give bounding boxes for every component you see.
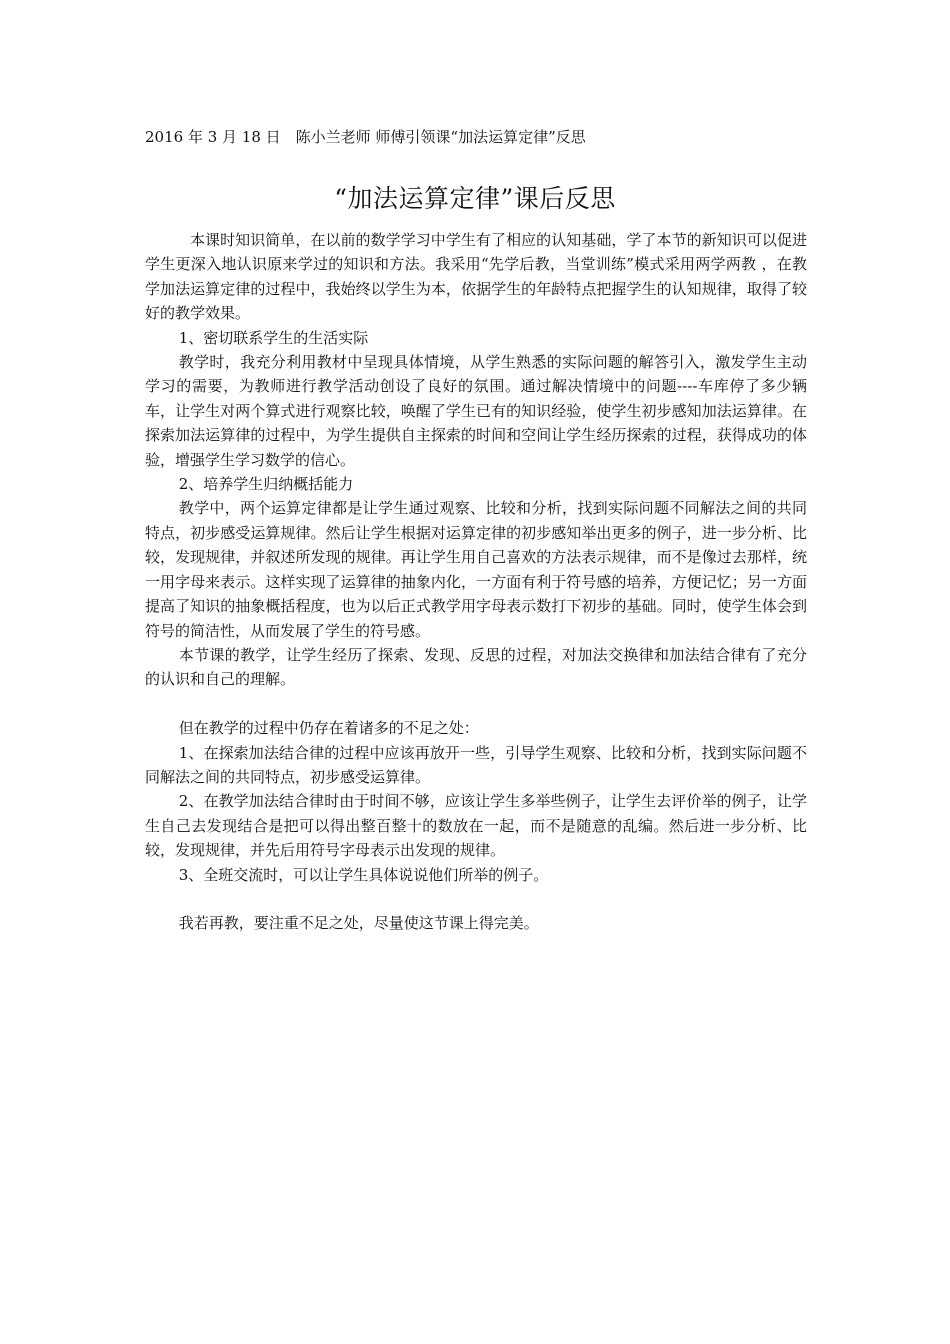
section-heading-2: 2、培养学生归纳概括能力 [178, 475, 354, 494]
shortcomings-intro: 但在教学的过程中仍存在着诸多的不足之处： [178, 719, 479, 738]
shortcoming-item-1: 1、在探索加法结合律的过程中应该再放开一些，引导学生观察、比较和分析，找到实际问题不同解法之间的共同特点，初步感受运算律。 [145, 743, 807, 786]
intro-paragraph: 本课时知识简单，在以前的数学学习中学生有了相应的认知基础，学了本节的新知识可以促进学生更深入地认识原来学过的知识和方法。我采用“先学后教，当堂训练”模式采用两学两教 ，在教学加法运算定律的过程中，我始终以学生为本，依据学生的年龄特点把握学生的认知规律，取得了较好的教学效果。 [145, 231, 807, 323]
header-date-line: 2016 年 3 月 18 日 陈小兰老师 师傅引领课“加法运算定律”反思 [145, 128, 586, 146]
blank-line [145, 692, 807, 716]
document-title: “加法运算定律”课后反思 [334, 184, 616, 213]
shortcoming-item-3: 3、全班交流时，可以让学生具体说说他们所举的例子。 [178, 865, 549, 884]
section-paragraph-2: 教学中，两个运算定律都是让学生通过观察、比较和分析，找到实际问题不同解法之间的共同特点，初步感受运算规律。然后让学生根据对运算定律的初步感知举出更多的例子，进一步分析、比较，发现规律，并叙述所发现的规律。再让学生用自己喜欢的方法表示规律，而不是像过去那样，统一用字母来表示。这样实现了运算律的抽象内化，一方面有利于符号感的培养，方便记忆；另一方面提高了知识的抽象概括程度，也为以后正式教学用字母表示数打下初步的基础。同时，使学生体会到符号的简洁性，从而发展了学生的符号感。 [145, 499, 807, 640]
section-heading-1: 1、密切联系学生的生活实际 [178, 328, 369, 347]
summary-paragraph: 本节课的教学，让学生经历了探索、发现、反思的过程，对加法交换律和加法结合律有了充分的认识和自己的理解。 [145, 645, 807, 689]
blank-line [145, 887, 807, 911]
conclusion-paragraph: 我若再教，要注重不足之处，尽量使这节课上得完美。 [178, 914, 539, 933]
document-body [145, 228, 807, 936]
section-paragraph-1: 教学时，我充分利用教材中呈现具体情境，从学生熟悉的实际问题的解答引入，激发学生主动学习的需要，为教师进行教学活动创设了良好的氛围。通过解决情境中的问题----车库停了多少辆车，让学生对两个算式进行观察比较，唤醒了学生已有的知识经验，使学生初步感知加法运算律。在探索加法运算律的过程中，为学生提供自主探索的时间和空间让学生经历探索的过程，获得成功的体验，增强学生学习数学的信心。 [145, 353, 807, 469]
shortcoming-item-2: 2、在教学加法结合律时由于时间不够，应该让学生多举些例子，让学生去评价举的例子，让学生自己去发现结合是把可以得出整百整十的数放在一起，而不是随意的乱编。然后进一步分析、比较，发现规律，并先后用符号字母表示出发现的规律。 [145, 792, 807, 860]
